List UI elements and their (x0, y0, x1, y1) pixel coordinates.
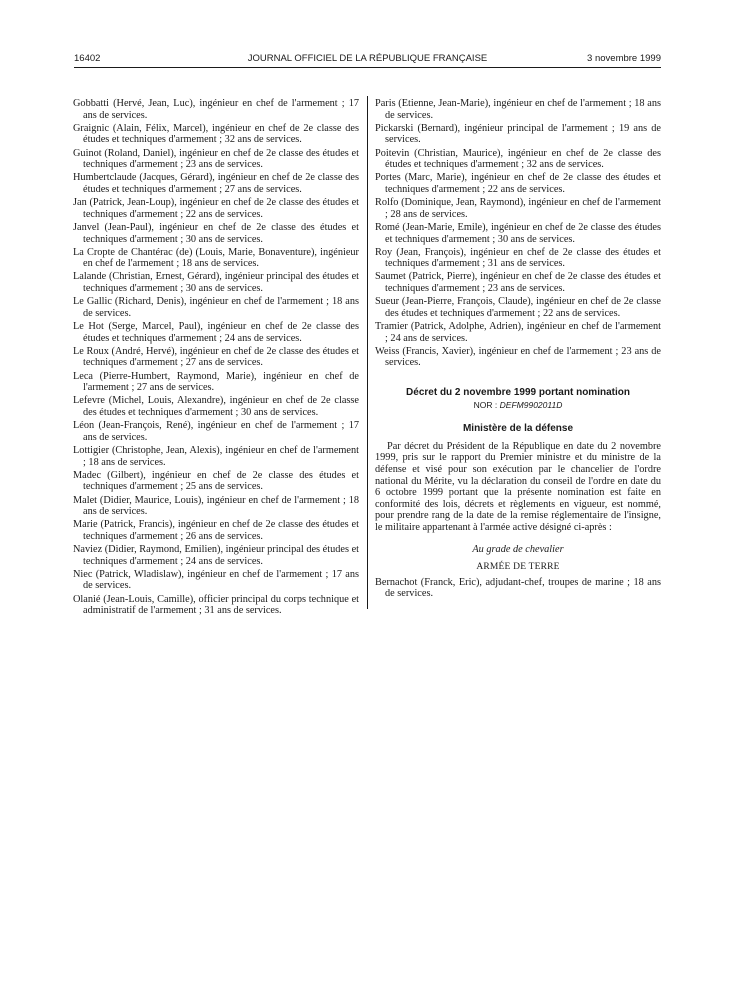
right-column (375, 98, 661, 600)
grade-heading: Au grade de chevalier (472, 543, 564, 555)
list-item: La Cropte de Chantérac (de) (Louis, Marie, Bonaventure), ingénieur en chef de l'armement ; 18 ans de services. (73, 246, 359, 270)
list-item: Pickarski (Bernard), ingénieur principal de l'armement ; 19 ans de services. (375, 122, 661, 146)
list-item: Graignic (Alain, Félix, Marcel), ingénieur en chef de 2e classe des études et techniques d'armement ; 32 ans de services. (73, 122, 359, 146)
list-item: Marie (Patrick, Francis), ingénieur en chef de 2e classe des études et techniques d'armement ; 26 ans de services. (73, 519, 359, 542)
list-item: Léon (Jean-François, René), ingénieur en chef de l'armement ; 17 ans de services. (73, 420, 359, 443)
nor-reference (375, 400, 661, 412)
list-item: Bernachot (Franck, Eric), adjudant-chef, troupes de marine ; 18 ans de services. (375, 576, 661, 600)
list-item: Portes (Marc, Marie), ingénieur en chef de 2e classe des études et techniques d'armement ; 22 ans de services. (375, 172, 661, 195)
list-item: Humbertclaude (Jacques, Gérard), ingénieur en chef de 2e classe des études et techniques d'armement ; 27 ans de services. (73, 172, 359, 195)
list-item: Guinot (Roland, Daniel), ingénieur en chef de 2e classe des études et techniques d'armement ; 23 ans de services. (73, 147, 359, 171)
list-item: Weiss (Francis, Xavier), ingénieur en chef de l'armement ; 23 ans de services. (375, 345, 661, 369)
list-item: Lalande (Christian, Ernest, Gérard), ingénieur principal des études et techniques d'armement ; 30 ans de services. (73, 271, 359, 295)
page-header (74, 53, 661, 67)
list-item: Niec (Patrick, Wladislaw), ingénieur en chef de l'armement ; 17 ans de services. (73, 568, 359, 592)
nor-label: NOR : (473, 399, 498, 410)
list-item: Leca (Pierre-Humbert, Raymond, Marie), ingénieur en chef de l'armement ; 27 ans de services. (73, 370, 359, 394)
journal-title: JOURNAL OFFICIEL DE LA RÉPUBLIQUE FRANÇAISE (247, 53, 488, 64)
list-item: Paris (Etienne, Jean-Marie), ingénieur en chef de l'armement ; 18 ans de services. (375, 98, 661, 121)
list-item: Le Roux (André, Hervé), ingénieur en chef de 2e classe des études et techniques d'armement ; 27 ans de services. (73, 345, 359, 369)
list-item: Jan (Patrick, Jean-Loup), ingénieur en chef de 2e classe des études et techniques d'armement ; 22 ans de services. (73, 197, 359, 220)
column-divider (367, 96, 368, 609)
list-item: Le Gallic (Richard, Denis), ingénieur en chef de l'armement ; 18 ans de services. (73, 296, 359, 319)
ministry-heading: Ministère de la défense (462, 423, 574, 435)
list-item: Rolfo (Dominique, Jean, Raymond), ingénieur en chef de l'armement ; 28 ans de services. (375, 197, 661, 220)
decree-paragraph: Par décret du Président de la République en date du 2 novembre 1999, pris sur le rapport du Premier ministre et du ministre de la défense et visé pour son exécution par le chancelier de l'ordre national du Mérite, vu la déclaration du conseil de l'ordre en date du 6 octobre 1999 portant que la présente nomination est faite en conformité des lois, décrets et règlements en vigueur, est nommé, pour prendre rang de la date de la remise réglementaire de l'insigne, le militaire appartenant à l'armée active désigné ci-après : (375, 440, 661, 533)
list-item: Sueur (Jean-Pierre, François, Claude), ingénieur en chef de 2e classe des études et techniques d'armement ; 22 ans de services. (375, 296, 661, 319)
list-item: Olanié (Jean-Louis, Camille), officier principal du corps technique et administratif de l'armement ; 31 ans de services. (73, 593, 359, 617)
nor-code: DEFM9902011D (499, 399, 563, 410)
list-item: Roy (Jean, François), ingénieur en chef de 2e classe des études et techniques d'armement ; 31 ans de services. (375, 246, 661, 270)
list-item: Poitevin (Christian, Maurice), ingénieur en chef de 2e classe des études et techniques d'armement ; 32 ans de services. (375, 147, 661, 171)
list-item: Malet (Didier, Maurice, Louis), ingénieur en chef de l'armement ; 18 ans de services. (73, 494, 359, 518)
corps-heading: ARMÉE DE TERRE (476, 562, 560, 573)
list-item: Madec (Gilbert), ingénieur en chef de 2e classe des études et techniques d'armement ; 25 ans de services. (73, 469, 359, 493)
list-item: Janvel (Jean-Paul), ingénieur en chef de 2e classe des études et techniques d'armement ; 30 ans de services. (73, 221, 359, 245)
list-item: Le Hot (Serge, Marcel, Paul), ingénieur en chef de 2e classe des études et techniques d'armement ; 24 ans de services. (73, 321, 359, 344)
page-number: 16402 (74, 53, 101, 64)
issue-date: 3 novembre 1999 (587, 53, 661, 64)
list-item: Lottigier (Christophe, Jean, Alexis), ingénieur en chef de l'armement ; 18 ans de services. (73, 444, 359, 468)
left-column (73, 98, 359, 618)
list-item: Romé (Jean-Marie, Emile), ingénieur en chef de 2e classe des études et techniques d'armement ; 30 ans de services. (375, 221, 661, 245)
list-item: Lefevre (Michel, Louis, Alexandre), ingénieur en chef de 2e classe des études et techniques d'armement ; 30 ans de services. (73, 395, 359, 418)
header-rule (74, 67, 661, 68)
decree-title: Décret du 2 novembre 1999 portant nomination (406, 387, 630, 398)
list-item: Tramier (Patrick, Adolphe, Adrien), ingénieur en chef de l'armement ; 24 ans de services. (375, 321, 661, 344)
list-item: Gobbatti (Hervé, Jean, Luc), ingénieur en chef de l'armement ; 17 ans de services. (73, 98, 359, 121)
list-item: Naviez (Didier, Raymond, Emilien), ingénieur principal des études et techniques d'armement ; 24 ans de services. (73, 544, 359, 567)
list-item: Saumet (Patrick, Pierre), ingénieur en chef de 2e classe des études et techniques d'armement ; 23 ans de services. (375, 271, 661, 295)
